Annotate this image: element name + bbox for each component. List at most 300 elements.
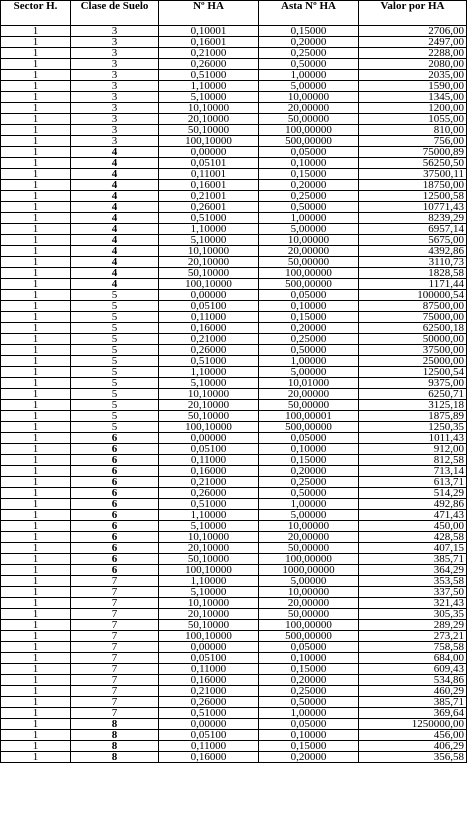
asta-num-ha-cell: 50,00000 — [259, 609, 359, 620]
num-ha-cell: 100,10000 — [159, 422, 259, 433]
valor-por-ha-cell: 1250,35 — [359, 422, 467, 433]
sector-cell: 1 — [1, 70, 71, 81]
asta-num-ha-cell: 0,15000 — [259, 26, 359, 37]
clase-suelo-cell: 5 — [71, 290, 159, 301]
table-row — [1, 400, 467, 411]
clase-suelo-cell: 8 — [71, 752, 159, 763]
table-row — [1, 532, 467, 543]
sector-cell: 1 — [1, 279, 71, 290]
valor-por-ha-cell: 385,71 — [359, 554, 467, 565]
sector-cell: 1 — [1, 378, 71, 389]
valor-por-ha-cell: 12500,54 — [359, 367, 467, 378]
asta-num-ha-cell: 0,25000 — [259, 477, 359, 488]
table-row — [1, 587, 467, 598]
sector-cell: 1 — [1, 180, 71, 191]
valor-por-ha-cell: 492,86 — [359, 499, 467, 510]
sector-cell: 1 — [1, 730, 71, 741]
asta-num-ha-cell: 0,10000 — [259, 158, 359, 169]
asta-num-ha-cell: 0,20000 — [259, 752, 359, 763]
sector-cell: 1 — [1, 576, 71, 587]
asta-num-ha-cell: 50,00000 — [259, 114, 359, 125]
table-row — [1, 741, 467, 752]
asta-num-ha-cell: 5,00000 — [259, 224, 359, 235]
num-ha-cell: 10,10000 — [159, 103, 259, 114]
header-asta-num-ha: Asta Nº HA — [259, 1, 359, 26]
asta-num-ha-cell: 5,00000 — [259, 81, 359, 92]
num-ha-cell: 0,05100 — [159, 730, 259, 741]
clase-suelo-cell: 5 — [71, 301, 159, 312]
clase-suelo-cell: 6 — [71, 565, 159, 576]
table-row — [1, 37, 467, 48]
clase-suelo-cell: 6 — [71, 433, 159, 444]
table-row — [1, 697, 467, 708]
sector-cell: 1 — [1, 345, 71, 356]
num-ha-cell: 0,16001 — [159, 180, 259, 191]
valor-por-ha-cell: 100000,54 — [359, 290, 467, 301]
valor-por-ha-cell: 37500,11 — [359, 169, 467, 180]
clase-suelo-cell: 5 — [71, 367, 159, 378]
table-row — [1, 59, 467, 70]
table-row — [1, 631, 467, 642]
num-ha-cell: 0,16000 — [159, 752, 259, 763]
sector-cell: 1 — [1, 301, 71, 312]
num-ha-cell: 0,51000 — [159, 499, 259, 510]
sector-cell: 1 — [1, 26, 71, 37]
clase-suelo-cell: 4 — [71, 191, 159, 202]
valor-por-ha-cell: 534,86 — [359, 675, 467, 686]
asta-num-ha-cell: 1,00000 — [259, 708, 359, 719]
asta-num-ha-cell: 0,50000 — [259, 345, 359, 356]
num-ha-cell: 5,10000 — [159, 587, 259, 598]
valor-por-ha-cell: 356,58 — [359, 752, 467, 763]
num-ha-cell: 0,10001 — [159, 26, 259, 37]
clase-suelo-cell: 4 — [71, 224, 159, 235]
clase-suelo-cell: 7 — [71, 620, 159, 631]
sector-cell: 1 — [1, 92, 71, 103]
num-ha-cell: 0,16000 — [159, 466, 259, 477]
table-row — [1, 554, 467, 565]
asta-num-ha-cell: 0,25000 — [259, 48, 359, 59]
asta-num-ha-cell: 0,15000 — [259, 664, 359, 675]
asta-num-ha-cell: 100,00000 — [259, 268, 359, 279]
valor-por-ha-cell: 758,58 — [359, 642, 467, 653]
num-ha-cell: 0,00000 — [159, 147, 259, 158]
sector-cell: 1 — [1, 477, 71, 488]
asta-num-ha-cell: 0,25000 — [259, 686, 359, 697]
num-ha-cell: 1,10000 — [159, 576, 259, 587]
valor-por-ha-cell: 2080,00 — [359, 59, 467, 70]
table-row — [1, 378, 467, 389]
asta-num-ha-cell: 1,00000 — [259, 70, 359, 81]
num-ha-cell: 100,10000 — [159, 631, 259, 642]
num-ha-cell: 0,16001 — [159, 37, 259, 48]
sector-cell: 1 — [1, 356, 71, 367]
valor-por-ha-cell: 289,29 — [359, 620, 467, 631]
valor-por-ha-cell: 1875,89 — [359, 411, 467, 422]
table-row — [1, 510, 467, 521]
num-ha-cell: 1,10000 — [159, 510, 259, 521]
num-ha-cell: 0,26000 — [159, 697, 259, 708]
clase-suelo-cell: 7 — [71, 664, 159, 675]
table-row — [1, 191, 467, 202]
sector-cell: 1 — [1, 444, 71, 455]
table-row — [1, 708, 467, 719]
asta-num-ha-cell: 0,20000 — [259, 37, 359, 48]
num-ha-cell: 100,10000 — [159, 565, 259, 576]
clase-suelo-cell: 5 — [71, 334, 159, 345]
table-row — [1, 334, 467, 345]
asta-num-ha-cell: 0,15000 — [259, 312, 359, 323]
num-ha-cell: 5,10000 — [159, 235, 259, 246]
num-ha-cell: 50,10000 — [159, 268, 259, 279]
table-row — [1, 26, 467, 37]
sector-cell: 1 — [1, 213, 71, 224]
clase-suelo-cell: 6 — [71, 532, 159, 543]
num-ha-cell: 50,10000 — [159, 411, 259, 422]
table-row — [1, 48, 467, 59]
clase-suelo-cell: 6 — [71, 444, 159, 455]
sector-cell: 1 — [1, 235, 71, 246]
table-row — [1, 565, 467, 576]
table-row — [1, 103, 467, 114]
table-row — [1, 81, 467, 92]
num-ha-cell: 0,11000 — [159, 741, 259, 752]
valor-por-ha-cell: 4392,86 — [359, 246, 467, 257]
clase-suelo-cell: 7 — [71, 708, 159, 719]
sector-cell: 1 — [1, 37, 71, 48]
header-valor-por-ha: Valor por HA — [359, 1, 467, 26]
num-ha-cell: 0,21000 — [159, 477, 259, 488]
num-ha-cell: 0,00000 — [159, 642, 259, 653]
clase-suelo-cell: 8 — [71, 730, 159, 741]
sector-cell: 1 — [1, 510, 71, 521]
asta-num-ha-cell: 0,15000 — [259, 455, 359, 466]
valor-por-ha-cell: 460,29 — [359, 686, 467, 697]
sector-cell: 1 — [1, 752, 71, 763]
num-ha-cell: 0,26000 — [159, 488, 259, 499]
asta-num-ha-cell: 50,00000 — [259, 543, 359, 554]
valor-por-ha-cell: 756,00 — [359, 136, 467, 147]
valor-por-ha-cell: 1200,00 — [359, 103, 467, 114]
clase-suelo-cell: 7 — [71, 631, 159, 642]
asta-num-ha-cell: 0,05000 — [259, 433, 359, 444]
valor-por-ha-cell: 9375,00 — [359, 378, 467, 389]
valor-por-ha-cell: 407,15 — [359, 543, 467, 554]
num-ha-cell: 0,26001 — [159, 202, 259, 213]
asta-num-ha-cell: 20,00000 — [259, 246, 359, 257]
sector-cell: 1 — [1, 620, 71, 631]
valor-por-ha-cell: 75000,89 — [359, 147, 467, 158]
table-row — [1, 455, 467, 466]
valor-por-ha-cell: 10771,43 — [359, 202, 467, 213]
num-ha-cell: 5,10000 — [159, 521, 259, 532]
num-ha-cell: 0,00000 — [159, 719, 259, 730]
num-ha-cell: 0,11001 — [159, 169, 259, 180]
sector-cell: 1 — [1, 697, 71, 708]
table-row — [1, 136, 467, 147]
valor-por-ha-cell: 305,35 — [359, 609, 467, 620]
clase-suelo-cell: 5 — [71, 400, 159, 411]
clase-suelo-cell: 6 — [71, 554, 159, 565]
valor-por-ha-cell: 5675,00 — [359, 235, 467, 246]
num-ha-cell: 100,10000 — [159, 136, 259, 147]
clase-suelo-cell: 4 — [71, 279, 159, 290]
sector-cell: 1 — [1, 521, 71, 532]
clase-suelo-cell: 6 — [71, 521, 159, 532]
num-ha-cell: 0,05100 — [159, 301, 259, 312]
table-row — [1, 620, 467, 631]
valor-por-ha-cell: 37500,00 — [359, 345, 467, 356]
sector-cell: 1 — [1, 422, 71, 433]
clase-suelo-cell: 6 — [71, 466, 159, 477]
table-row — [1, 664, 467, 675]
table-row — [1, 752, 467, 763]
table-row — [1, 356, 467, 367]
asta-num-ha-cell: 50,00000 — [259, 257, 359, 268]
clase-suelo-cell: 7 — [71, 598, 159, 609]
valor-por-ha-cell: 6250,71 — [359, 389, 467, 400]
sector-cell: 1 — [1, 59, 71, 70]
table-row — [1, 642, 467, 653]
sector-cell: 1 — [1, 741, 71, 752]
valor-por-ha-cell: 456,00 — [359, 730, 467, 741]
header-sector: Sector H. — [1, 1, 71, 26]
clase-suelo-cell: 3 — [71, 26, 159, 37]
sector-cell: 1 — [1, 664, 71, 675]
valor-por-ha-cell: 3110,73 — [359, 257, 467, 268]
table-row — [1, 312, 467, 323]
sector-cell: 1 — [1, 136, 71, 147]
clase-suelo-cell: 5 — [71, 356, 159, 367]
asta-num-ha-cell: 0,05000 — [259, 290, 359, 301]
table-row — [1, 609, 467, 620]
valor-por-ha-cell: 337,50 — [359, 587, 467, 598]
clase-suelo-cell: 7 — [71, 642, 159, 653]
valor-por-ha-cell: 87500,00 — [359, 301, 467, 312]
header-num-ha: Nº HA — [159, 1, 259, 26]
asta-num-ha-cell: 0,10000 — [259, 730, 359, 741]
asta-num-ha-cell: 0,05000 — [259, 719, 359, 730]
table-row — [1, 125, 467, 136]
num-ha-cell: 0,11000 — [159, 455, 259, 466]
asta-num-ha-cell: 10,01000 — [259, 378, 359, 389]
num-ha-cell: 0,51000 — [159, 213, 259, 224]
table-row — [1, 246, 467, 257]
table-row — [1, 543, 467, 554]
valor-por-ha-cell: 75000,00 — [359, 312, 467, 323]
valor-por-ha-cell: 273,21 — [359, 631, 467, 642]
table-row — [1, 367, 467, 378]
num-ha-cell: 0,21001 — [159, 191, 259, 202]
table-row — [1, 477, 467, 488]
sector-cell: 1 — [1, 125, 71, 136]
table-row — [1, 213, 467, 224]
clase-suelo-cell: 7 — [71, 675, 159, 686]
sector-cell: 1 — [1, 400, 71, 411]
table-row — [1, 158, 467, 169]
table-row — [1, 653, 467, 664]
valor-por-ha-cell: 50000,00 — [359, 334, 467, 345]
sector-cell: 1 — [1, 466, 71, 477]
asta-num-ha-cell: 20,00000 — [259, 389, 359, 400]
sector-cell: 1 — [1, 246, 71, 257]
valor-por-ha-cell: 1011,43 — [359, 433, 467, 444]
sector-cell: 1 — [1, 488, 71, 499]
sector-cell: 1 — [1, 708, 71, 719]
asta-num-ha-cell: 1,00000 — [259, 356, 359, 367]
num-ha-cell: 0,05101 — [159, 158, 259, 169]
valor-por-ha-cell: 810,00 — [359, 125, 467, 136]
table-row — [1, 169, 467, 180]
valor-por-ha-cell: 62500,18 — [359, 323, 467, 334]
sector-cell: 1 — [1, 686, 71, 697]
sector-cell: 1 — [1, 323, 71, 334]
valor-por-ha-cell: 353,58 — [359, 576, 467, 587]
table-row — [1, 279, 467, 290]
table-row — [1, 411, 467, 422]
clase-suelo-cell: 3 — [71, 81, 159, 92]
num-ha-cell: 0,00000 — [159, 290, 259, 301]
clase-suelo-cell: 6 — [71, 455, 159, 466]
asta-num-ha-cell: 10,00000 — [259, 521, 359, 532]
asta-num-ha-cell: 0,10000 — [259, 444, 359, 455]
sector-cell: 1 — [1, 81, 71, 92]
clase-suelo-cell: 3 — [71, 114, 159, 125]
clase-suelo-cell: 4 — [71, 169, 159, 180]
asta-num-ha-cell: 10,00000 — [259, 587, 359, 598]
clase-suelo-cell: 3 — [71, 103, 159, 114]
valor-por-ha-cell: 385,71 — [359, 697, 467, 708]
table-row — [1, 675, 467, 686]
clase-suelo-cell: 3 — [71, 136, 159, 147]
valor-por-ha-cell: 514,29 — [359, 488, 467, 499]
table-row — [1, 147, 467, 158]
num-ha-cell: 1,10000 — [159, 224, 259, 235]
table-row — [1, 114, 467, 125]
valor-por-ha-cell: 609,43 — [359, 664, 467, 675]
table-row — [1, 422, 467, 433]
clase-suelo-cell: 6 — [71, 499, 159, 510]
num-ha-cell: 0,11000 — [159, 312, 259, 323]
asta-num-ha-cell: 20,00000 — [259, 532, 359, 543]
sector-cell: 1 — [1, 191, 71, 202]
header-clase-suelo: Clase de Suelo — [71, 1, 159, 26]
table-row — [1, 202, 467, 213]
table-row — [1, 444, 467, 455]
sector-cell: 1 — [1, 675, 71, 686]
table-row — [1, 719, 467, 730]
num-ha-cell: 20,10000 — [159, 400, 259, 411]
clase-suelo-cell: 5 — [71, 323, 159, 334]
clase-suelo-cell: 5 — [71, 345, 159, 356]
sector-cell: 1 — [1, 411, 71, 422]
table-row — [1, 323, 467, 334]
asta-num-ha-cell: 1000,00000 — [259, 565, 359, 576]
valor-por-ha-cell: 1055,00 — [359, 114, 467, 125]
sector-cell: 1 — [1, 554, 71, 565]
valor-por-ha-cell: 2497,00 — [359, 37, 467, 48]
clase-suelo-cell: 6 — [71, 488, 159, 499]
num-ha-cell: 0,26000 — [159, 345, 259, 356]
sector-cell: 1 — [1, 367, 71, 378]
valor-por-ha-cell: 25000,00 — [359, 356, 467, 367]
num-ha-cell: 0,11000 — [159, 664, 259, 675]
clase-suelo-cell: 5 — [71, 422, 159, 433]
sector-cell: 1 — [1, 334, 71, 345]
clase-suelo-cell: 3 — [71, 125, 159, 136]
sector-cell: 1 — [1, 114, 71, 125]
num-ha-cell: 10,10000 — [159, 389, 259, 400]
asta-num-ha-cell: 0,50000 — [259, 488, 359, 499]
clase-suelo-cell: 6 — [71, 543, 159, 554]
valor-por-ha-cell: 713,14 — [359, 466, 467, 477]
valor-por-ha-cell: 471,43 — [359, 510, 467, 521]
valor-por-ha-cell: 2035,00 — [359, 70, 467, 81]
num-ha-cell: 0,51000 — [159, 708, 259, 719]
num-ha-cell: 10,10000 — [159, 598, 259, 609]
sector-cell: 1 — [1, 202, 71, 213]
clase-suelo-cell: 4 — [71, 158, 159, 169]
asta-num-ha-cell: 0,50000 — [259, 202, 359, 213]
sector-cell: 1 — [1, 169, 71, 180]
table-row — [1, 488, 467, 499]
clase-suelo-cell: 5 — [71, 378, 159, 389]
sector-cell: 1 — [1, 290, 71, 301]
num-ha-cell: 5,10000 — [159, 92, 259, 103]
valor-por-ha-cell: 1828,58 — [359, 268, 467, 279]
asta-num-ha-cell: 0,20000 — [259, 675, 359, 686]
table-row — [1, 499, 467, 510]
num-ha-cell: 0,00000 — [159, 433, 259, 444]
valor-por-ha-cell: 2288,00 — [359, 48, 467, 59]
num-ha-cell: 1,10000 — [159, 367, 259, 378]
asta-num-ha-cell: 500,00000 — [259, 279, 359, 290]
num-ha-cell: 1,10000 — [159, 81, 259, 92]
clase-suelo-cell: 3 — [71, 92, 159, 103]
valor-por-ha-cell: 613,71 — [359, 477, 467, 488]
clase-suelo-cell: 7 — [71, 587, 159, 598]
table-row — [1, 598, 467, 609]
asta-num-ha-cell: 0,10000 — [259, 653, 359, 664]
asta-num-ha-cell: 5,00000 — [259, 367, 359, 378]
num-ha-cell: 50,10000 — [159, 125, 259, 136]
sector-cell: 1 — [1, 257, 71, 268]
table-body — [1, 26, 467, 763]
valor-por-ha-cell: 56250,50 — [359, 158, 467, 169]
clase-suelo-cell: 5 — [71, 312, 159, 323]
clase-suelo-cell: 4 — [71, 180, 159, 191]
num-ha-cell: 100,10000 — [159, 279, 259, 290]
valor-por-ha-cell: 1171,44 — [359, 279, 467, 290]
table-row — [1, 235, 467, 246]
valor-por-ha-cell: 812,58 — [359, 455, 467, 466]
clase-suelo-cell: 3 — [71, 59, 159, 70]
clase-suelo-cell: 7 — [71, 686, 159, 697]
table-row — [1, 301, 467, 312]
sector-cell: 1 — [1, 565, 71, 576]
num-ha-cell: 0,21000 — [159, 334, 259, 345]
table-row — [1, 180, 467, 191]
num-ha-cell: 0,26000 — [159, 59, 259, 70]
table-row — [1, 290, 467, 301]
num-ha-cell: 0,51000 — [159, 356, 259, 367]
asta-num-ha-cell: 0,20000 — [259, 466, 359, 477]
clase-suelo-cell: 6 — [71, 510, 159, 521]
asta-num-ha-cell: 100,00000 — [259, 620, 359, 631]
num-ha-cell: 0,05100 — [159, 653, 259, 664]
table-row — [1, 268, 467, 279]
table-row — [1, 521, 467, 532]
